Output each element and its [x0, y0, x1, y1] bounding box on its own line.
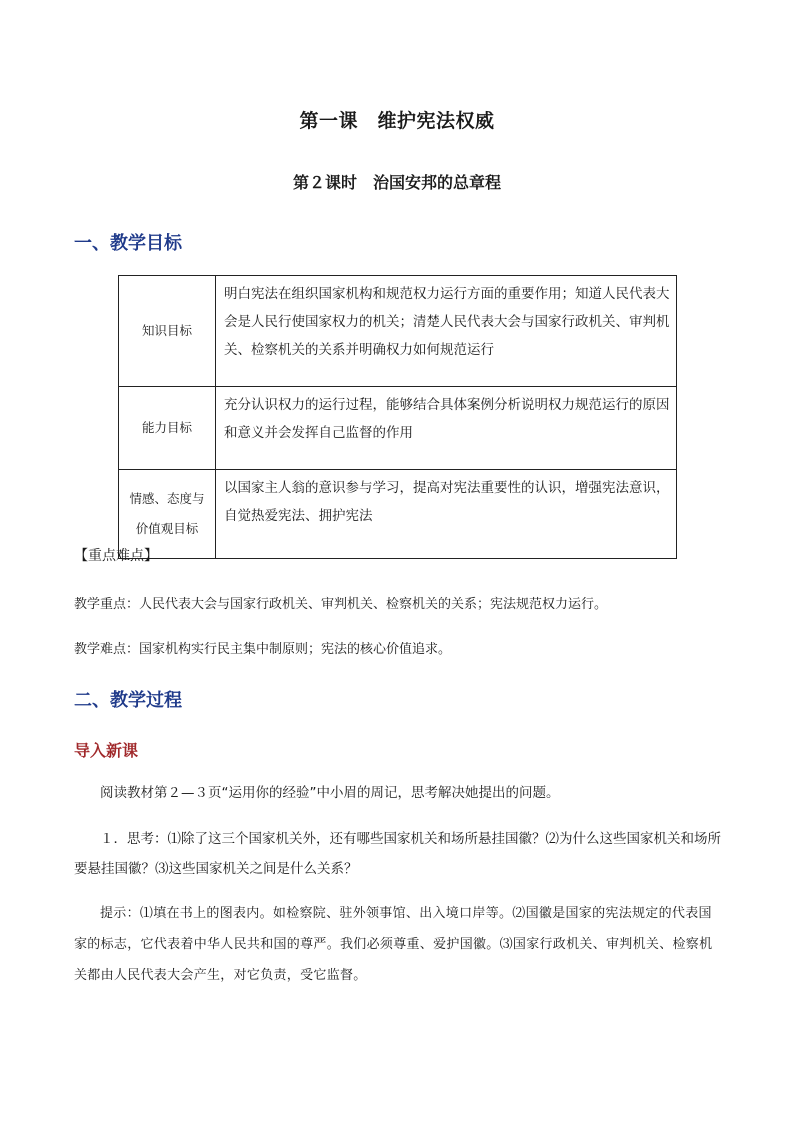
intro-heading: 导入新课	[74, 741, 139, 760]
section-heading-goals: 一、教学目标	[74, 233, 182, 254]
lesson-subtitle: 第２课时 治国安邦的总章程	[292, 173, 501, 192]
table-row	[119, 387, 677, 470]
section-heading-process: 二、教学过程	[74, 690, 182, 711]
goal-label-line: 情感、态度与	[129, 491, 205, 506]
goal-text: 明白宪法在组织国家机构和规范权力运行方面的重要作用；知道人民代表大会是人民行使国家权力的机关；清楚人民代表大会与国家行政机关、审判机关、检察机关的关系并明确权力如何规范运行	[216, 276, 677, 387]
intro-text: 阅读教材第２—３页“运用你的经验”中小眉的周记，思考解决她提出的问题。	[100, 785, 560, 801]
goal-label: 知识目标	[119, 276, 216, 387]
question-text: １．思考：⑴除了这三个国家机关外，还有哪些国家机关和场所悬挂国徽？⑵为什么这些国家机关和场所要悬挂国徽？⑶这些国家机关之间是什么关系？	[74, 831, 721, 877]
goal-label: 能力目标	[119, 387, 216, 470]
goal-text: 以国家主人翁的意识参与学习，提高对宪法重要性的认识，增强宪法意识，自觉热爱宪法、拥护宪法	[216, 470, 677, 559]
teaching-difficulty: 教学难点：国家机构实行民主集中制原则；宪法的核心价值追求。	[74, 642, 452, 657]
lesson-title: 第一课 维护宪法权威	[299, 110, 495, 132]
table-row	[119, 276, 677, 387]
goal-label-line: 价值观目标	[135, 521, 199, 536]
goals-table	[118, 275, 677, 559]
hint-text: 提示：⑴填在书上的图表内。如检察院、驻外领事馆、出入境口岸等。⑵国徽是国家的宪法规定的代表国家的标志，它代表着中华人民共和国的尊严。我们必须尊重、爱护国徽。⑶国家行政机关、审判机关、检察机关都由人民代表大会产生，对它负责，受它监督。	[74, 906, 713, 983]
goal-text: 充分认识权力的运行过程，能够结合具体案例分析说明权力规范运行的原因和意义并会发挥自己监督的作用	[216, 387, 677, 470]
teaching-focus: 教学重点：人民代表大会与国家行政机关、审判机关、检察机关的关系；宪法规范权力运行。	[74, 597, 608, 612]
key-points-heading: 【重点难点】	[74, 548, 158, 564]
